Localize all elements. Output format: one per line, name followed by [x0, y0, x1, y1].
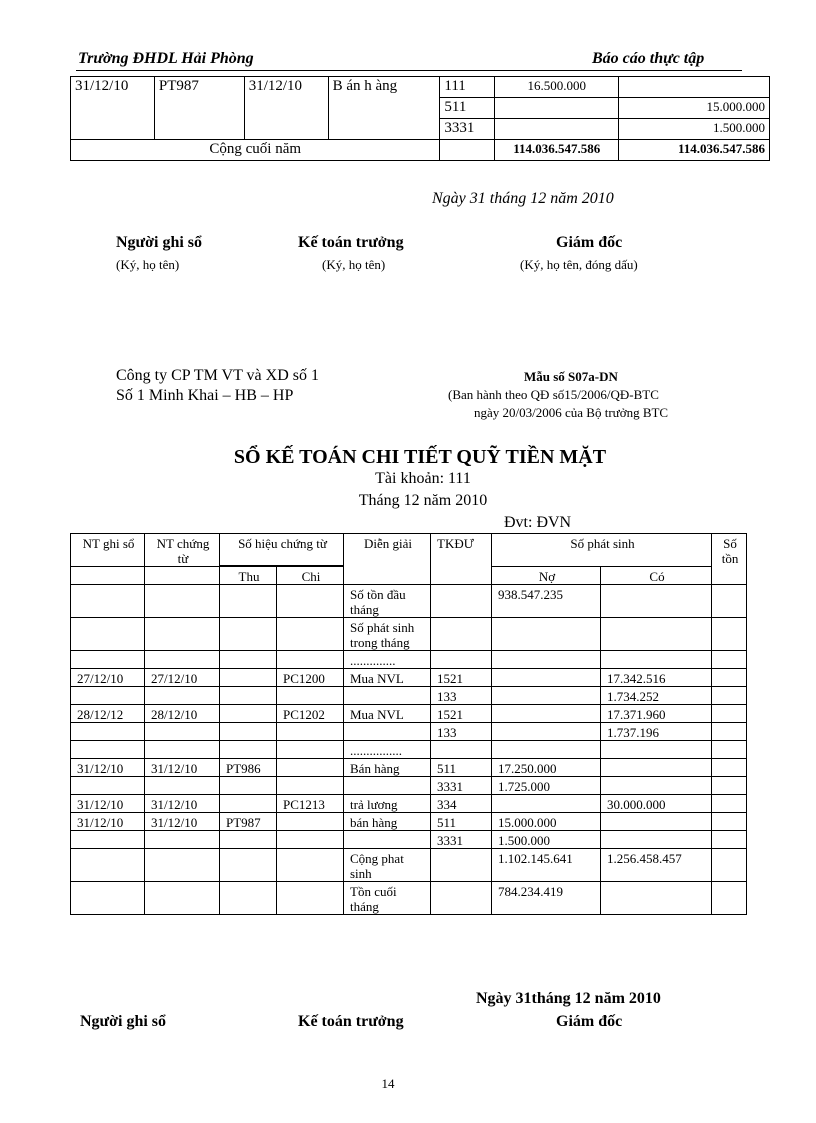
cell-nt-ghi-so: 31/12/10 [71, 759, 145, 777]
cell-nt-chung-tu [145, 849, 220, 882]
form-code: Mẫu số S07a-DN [524, 369, 618, 384]
col-co: Có [601, 567, 712, 585]
recorder-title-2: Người ghi sổ [80, 1013, 167, 1030]
cell-no [492, 705, 601, 723]
cell-dien-giai [344, 777, 431, 795]
cell-ton [712, 669, 747, 687]
cell-chi: PC1202 [277, 705, 344, 723]
table-row [71, 882, 747, 915]
cell-nt-ghi-so [71, 687, 145, 705]
cell-chi [277, 777, 344, 795]
chief-accountant-note: (Ký, họ tên) [322, 257, 386, 272]
cell-dien-giai: Tồn cuối tháng [344, 882, 431, 915]
cell-chi [277, 651, 344, 669]
cell-nt-ghi-so [71, 777, 145, 795]
cell-chi [277, 585, 344, 618]
cell-dien-giai: .............. [344, 651, 431, 669]
cell-co: 1.734.252 [601, 687, 712, 705]
cell-chi [277, 618, 344, 651]
debit-cell [495, 119, 619, 140]
director-title: Giám đốc [556, 234, 623, 251]
ledger-account: Tài khoản: 111 [375, 470, 471, 487]
table-row [71, 831, 747, 849]
cell-chi: PC1200 [277, 669, 344, 687]
col-so-hieu: Số hiệu chứng từ [220, 534, 344, 566]
form-block [448, 368, 668, 422]
cell-thu [220, 777, 277, 795]
entry-date: 31/12/10 [71, 77, 155, 140]
cell-co [601, 813, 712, 831]
cell-tkdu [431, 618, 492, 651]
col-nt-ghi-so: NT ghi sổ [71, 534, 145, 567]
credit-cell: 15.000.000 [619, 98, 770, 119]
cell-chi [277, 723, 344, 741]
cell-no [492, 687, 601, 705]
doc-date: 31/12/10 [244, 77, 328, 140]
cell-tkdu: 3331 [431, 777, 492, 795]
cell-dien-giai [344, 687, 431, 705]
cell-co [601, 882, 712, 915]
form-basis-2: ngày 20/03/2006 của Bộ trưởng BTC [474, 405, 669, 420]
cell-co [601, 831, 712, 849]
signoff-date: Ngày 31 tháng 12 năm 2010 [432, 190, 614, 207]
cell-dien-giai [344, 831, 431, 849]
cell-thu [220, 723, 277, 741]
cell-no: 784.234.419 [492, 882, 601, 915]
total-row [71, 140, 770, 161]
cell-co [601, 651, 712, 669]
cell-nt-chung-tu: 31/12/10 [145, 759, 220, 777]
report-label: Báo cáo thực tập [592, 50, 705, 67]
cell-nt-chung-tu [145, 723, 220, 741]
cell-ton [712, 723, 747, 741]
table-row [71, 705, 747, 723]
cell-no: 1.102.145.641 [492, 849, 601, 882]
cell-chi [277, 687, 344, 705]
account-cell: 3331 [440, 119, 495, 140]
cell-dien-giai [344, 723, 431, 741]
company-address: Số 1 Minh Khai – HB – HP [116, 387, 294, 404]
header-divider [76, 70, 742, 71]
cell-nt-ghi-so [71, 741, 145, 759]
cell-no [492, 651, 601, 669]
cell-thu [220, 585, 277, 618]
table-row [71, 849, 747, 882]
cell-dien-giai: bán hàng [344, 813, 431, 831]
chief-accountant-title-2: Kế toán trưởng [298, 1013, 404, 1030]
table-row [71, 741, 747, 759]
doc-number: PT987 [154, 77, 244, 140]
cell-nt-chung-tu [145, 618, 220, 651]
cell-thu [220, 705, 277, 723]
account-cell: 111 [440, 77, 495, 98]
cell-thu [220, 618, 277, 651]
cell-nt-chung-tu: 28/12/10 [145, 705, 220, 723]
credit-cell [619, 77, 770, 98]
cell-nt-ghi-so [71, 618, 145, 651]
cell-co: 17.371.960 [601, 705, 712, 723]
col-so-ton: Số tồn [712, 534, 747, 585]
col-thu: Thu [220, 567, 277, 585]
cell-nt-ghi-so: 28/12/12 [71, 705, 145, 723]
table-row [71, 723, 747, 741]
cell-thu [220, 651, 277, 669]
col-tkdu: TKĐƯ [431, 534, 492, 585]
table-row [71, 759, 747, 777]
cell-nt-chung-tu [145, 831, 220, 849]
cell-tkdu: 511 [431, 813, 492, 831]
total-debit: 114.036.547.586 [495, 140, 619, 161]
cell-nt-ghi-so [71, 831, 145, 849]
cell-thu: PT986 [220, 759, 277, 777]
cell-dien-giai: Mua NVL [344, 705, 431, 723]
cell-chi [277, 741, 344, 759]
director-title-2: Giám đốc [556, 1013, 623, 1030]
total-credit: 114.036.547.586 [619, 140, 770, 161]
cell-dien-giai: Mua NVL [344, 669, 431, 687]
cell-ton [712, 618, 747, 651]
cell-thu [220, 849, 277, 882]
cell-ton [712, 813, 747, 831]
cell-thu [220, 795, 277, 813]
company-block [116, 366, 319, 406]
col-phat-sinh: Số phát sinh [492, 534, 712, 567]
ledger-period: Tháng 12 năm 2010 [358, 492, 488, 509]
cell-tkdu: 133 [431, 723, 492, 741]
col-chi: Chi [277, 567, 344, 585]
cell-nt-chung-tu [145, 882, 220, 915]
ledger-title: SỔ KẾ TOÁN CHI TIẾT QUỸ TIỀN MẶT [233, 446, 607, 468]
cell-co: 1.256.458.457 [601, 849, 712, 882]
table-row [71, 795, 747, 813]
cell-thu: PT987 [220, 813, 277, 831]
cell-nt-chung-tu: 31/12/10 [145, 813, 220, 831]
cell-chi [277, 759, 344, 777]
cell-co [601, 585, 712, 618]
cell-tkdu: 1521 [431, 669, 492, 687]
table-row [71, 651, 747, 669]
table-row [71, 618, 747, 651]
account-cell: 511 [440, 98, 495, 119]
recorder-title: Người ghi sổ [116, 234, 203, 251]
col-dien-giai: Diễn giải [344, 534, 431, 585]
cell-dien-giai: ................ [344, 741, 431, 759]
cell-no [492, 741, 601, 759]
cell-tkdu: 511 [431, 759, 492, 777]
cell-tkdu [431, 849, 492, 882]
cell-nt-ghi-so: 27/12/10 [71, 669, 145, 687]
cell-co [601, 759, 712, 777]
header-row [71, 534, 747, 566]
cell-nt-chung-tu [145, 651, 220, 669]
cell-chi [277, 849, 344, 882]
cell-ton [712, 687, 747, 705]
cell-co [601, 618, 712, 651]
table-row [71, 687, 747, 705]
cell-thu [220, 741, 277, 759]
cell-thu [220, 687, 277, 705]
cell-ton [712, 705, 747, 723]
cell-dien-giai: trả lương [344, 795, 431, 813]
cell-nt-ghi-so: 31/12/10 [71, 813, 145, 831]
cell-nt-ghi-so [71, 585, 145, 618]
cell-tkdu: 3331 [431, 831, 492, 849]
cell-tkdu: 334 [431, 795, 492, 813]
school-name: Trường ĐHDL Hải Phòng [78, 50, 254, 67]
cell-no: 938.547.235 [492, 585, 601, 618]
cell-ton [712, 831, 747, 849]
table-row [71, 585, 747, 618]
cell-no [492, 795, 601, 813]
cell-ton [712, 585, 747, 618]
cell-tkdu: 1521 [431, 705, 492, 723]
recorder-note: (Ký, họ tên) [116, 257, 180, 272]
cell-nt-chung-tu: 31/12/10 [145, 795, 220, 813]
table-row [71, 813, 747, 831]
table-row [71, 669, 747, 687]
cell-nt-chung-tu [145, 585, 220, 618]
cell-tkdu [431, 651, 492, 669]
signoff2-date: Ngày 31tháng 12 năm 2010 [476, 990, 661, 1007]
cell-co: 17.342.516 [601, 669, 712, 687]
cell-ton [712, 651, 747, 669]
cell-co: 1.737.196 [601, 723, 712, 741]
cell-no: 1.500.000 [492, 831, 601, 849]
cell-nt-chung-tu: 27/12/10 [145, 669, 220, 687]
cell-tkdu [431, 882, 492, 915]
cell-no: 17.250.000 [492, 759, 601, 777]
cell-chi: PC1213 [277, 795, 344, 813]
cell-ton [712, 795, 747, 813]
cell-no: 15.000.000 [492, 813, 601, 831]
cell-nt-chung-tu [145, 777, 220, 795]
cell-ton [712, 882, 747, 915]
cell-nt-ghi-so [71, 651, 145, 669]
cell-tkdu: 133 [431, 687, 492, 705]
company-name: Công ty CP TM VT và XD số 1 [116, 367, 319, 384]
col-nt-chung-tu: NT chứng từ [145, 534, 220, 567]
cell-nt-chung-tu [145, 741, 220, 759]
cell-chi [277, 882, 344, 915]
cell-chi [277, 813, 344, 831]
cell-dien-giai: Số tồn đầu tháng [344, 585, 431, 618]
cell-ton [712, 777, 747, 795]
cell-co: 30.000.000 [601, 795, 712, 813]
chief-accountant-title: Kế toán trưởng [298, 234, 404, 251]
ledger-body [71, 585, 747, 915]
cell-dien-giai: Bán hàng [344, 759, 431, 777]
description: B án h àng [328, 77, 440, 140]
debit-cell [495, 98, 619, 119]
cell-dien-giai: Số phát sinh trong tháng [344, 618, 431, 651]
cash-ledger-table [70, 533, 747, 915]
cell-ton [712, 759, 747, 777]
table-row [71, 777, 747, 795]
director-note: (Ký, họ tên, đóng dấu) [520, 257, 638, 272]
form-basis-1: (Ban hành theo QĐ số15/2006/QĐ-BTC [448, 387, 659, 402]
credit-cell: 1.500.000 [619, 119, 770, 140]
cell-ton [712, 741, 747, 759]
cell-nt-ghi-so [71, 849, 145, 882]
col-no: Nợ [492, 567, 601, 585]
page-number: 14 [381, 1076, 395, 1091]
total-account-cell [440, 140, 495, 161]
cell-thu [220, 669, 277, 687]
cell-thu [220, 831, 277, 849]
cell-thu [220, 882, 277, 915]
cell-no: 1.725.000 [492, 777, 601, 795]
cell-ton [712, 849, 747, 882]
cell-chi [277, 831, 344, 849]
cell-nt-ghi-so: 31/12/10 [71, 795, 145, 813]
cell-no [492, 669, 601, 687]
general-ledger-tail-table [70, 76, 770, 161]
total-label: Cộng cuối năm [71, 140, 440, 161]
cell-nt-ghi-so [71, 882, 145, 915]
cell-co [601, 777, 712, 795]
cell-tkdu [431, 585, 492, 618]
debit-cell: 16.500.000 [495, 77, 619, 98]
ledger-unit: Đvt: ĐVN [504, 514, 572, 531]
cell-co [601, 741, 712, 759]
cell-dien-giai: Cộng phat sinh [344, 849, 431, 882]
cell-nt-ghi-so [71, 723, 145, 741]
table-row [71, 77, 770, 98]
cell-no [492, 723, 601, 741]
cell-nt-chung-tu [145, 687, 220, 705]
cell-tkdu [431, 741, 492, 759]
cell-no [492, 618, 601, 651]
